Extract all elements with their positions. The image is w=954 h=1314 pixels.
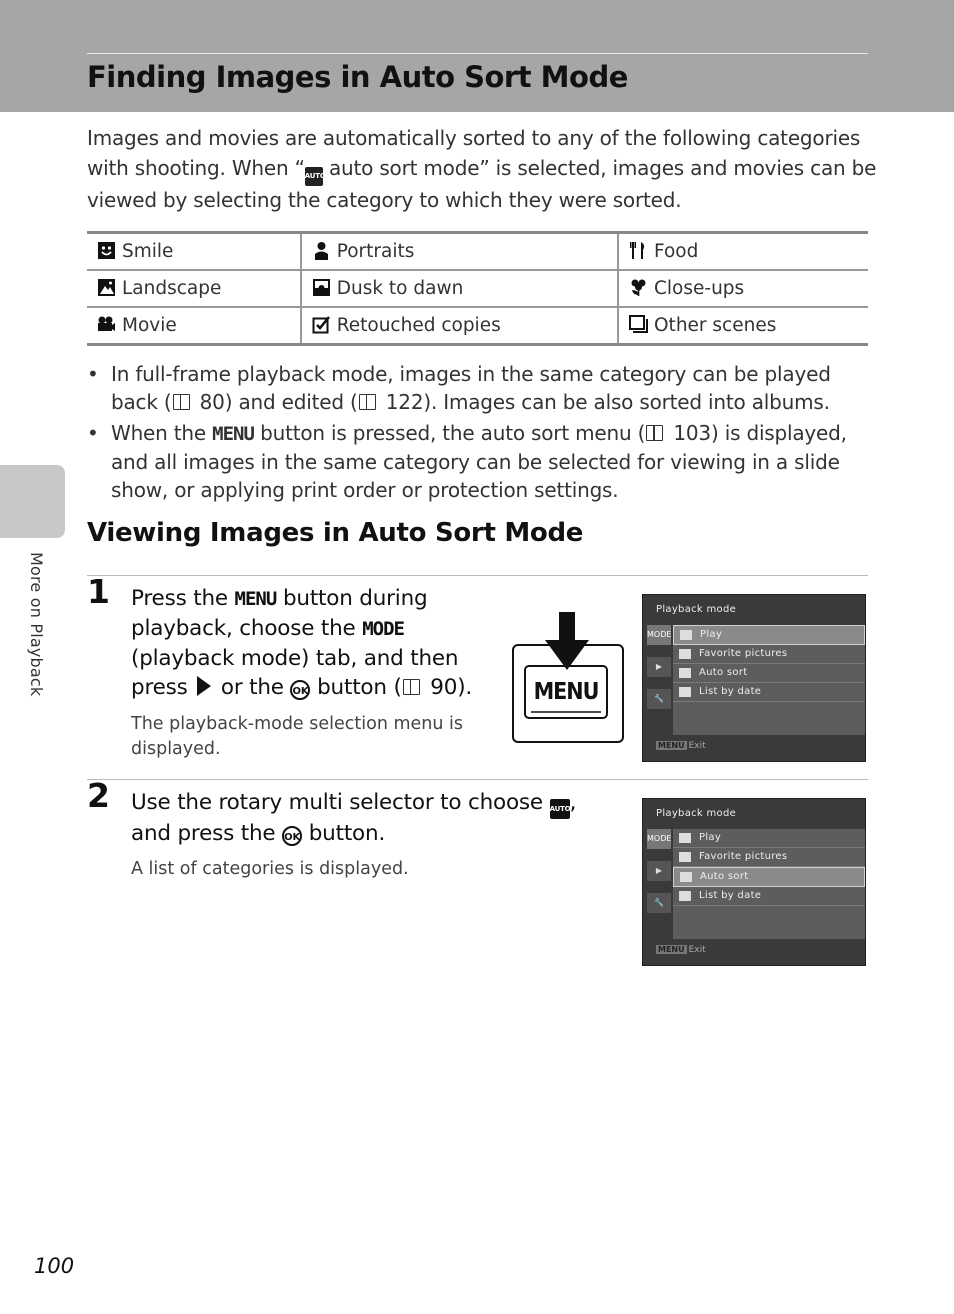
- menu-item: [673, 867, 865, 887]
- mode-tab: MODE: [647, 625, 671, 645]
- bullet-text: In full-frame playback mode, images in the same category can be played back (: [111, 362, 831, 414]
- screen-footer: [656, 945, 706, 955]
- step-text-part: (playback mode) tab, and then press: [131, 646, 459, 700]
- play-icon: [679, 833, 691, 843]
- mode-tab-icon: MODE: [362, 618, 404, 640]
- setup-tab: 🔧: [647, 893, 671, 913]
- category-label: Dusk to dawn: [336, 278, 464, 299]
- screen-title: Playback mode: [656, 808, 737, 819]
- intro-paragraph: [87, 124, 877, 215]
- menu-key-icon: MENU: [658, 741, 685, 750]
- step-2-note: A list of categories is displayed.: [131, 859, 409, 879]
- step-text-part: or the: [214, 675, 291, 700]
- step-text-part: button (: [310, 675, 402, 700]
- menu-button-icon: MENU: [234, 588, 277, 610]
- screen-menu-list: [673, 829, 865, 939]
- bullet-text: 122). Images can be also sorted into albums.: [379, 390, 830, 414]
- bullet-text: 103) is displayed, and all images in the same category can be selected for viewing in a slide show, or applying print order or protection settings.: [111, 421, 847, 502]
- screen-title: Playback mode: [656, 604, 737, 615]
- auto-sort-icon: AUTO: [305, 167, 323, 186]
- menu-item: [673, 683, 865, 702]
- step-number: 2: [87, 776, 110, 815]
- step-text-part: button during playback, choose the: [131, 586, 428, 641]
- step-1-text: [131, 584, 501, 702]
- category-label: Smile: [122, 241, 174, 262]
- step-text-part: , and press the: [131, 790, 577, 846]
- screen-side-tabs: [647, 625, 671, 735]
- screen-footer: [656, 741, 706, 751]
- playback-tab: ▶: [647, 861, 671, 881]
- step-text-part: Press the: [131, 586, 235, 611]
- category-cell: [618, 307, 868, 345]
- category-cell: [618, 270, 868, 307]
- movie-icon: [97, 315, 116, 334]
- table-row: [87, 270, 868, 307]
- header-band: [0, 0, 954, 112]
- section-heading: Viewing Images in Auto Sort Mode: [87, 518, 584, 548]
- auto-sort-icon: [680, 872, 692, 882]
- bullet-dot: •: [87, 421, 99, 445]
- camera-screen-2: [642, 798, 866, 966]
- bullet-dot: •: [87, 362, 99, 386]
- menu-item-label: List by date: [699, 890, 762, 901]
- camera-screen-1: [642, 594, 866, 762]
- category-cell: [618, 233, 868, 271]
- auto-sort-icon: AUTO: [550, 799, 570, 819]
- menu-item: [673, 625, 865, 645]
- intro-text-1: Images and movies are automatically sorted to any of the following categories with shooting. When “: [87, 126, 861, 180]
- list-by-date-icon: [679, 891, 691, 901]
- menu-item-label: Auto sort: [699, 667, 748, 678]
- menu-item-label: Favorite pictures: [699, 851, 788, 862]
- landscape-icon: [97, 278, 116, 297]
- category-cell: [87, 270, 301, 307]
- bullet-text: button is pressed, the auto sort menu (: [253, 421, 646, 445]
- menu-item: [673, 887, 865, 906]
- bullet-text: 80) and edited (: [193, 390, 358, 414]
- category-cell: [301, 270, 618, 307]
- screen-menu-list: [673, 625, 865, 735]
- menu-item: [673, 848, 865, 867]
- category-label: Food: [654, 241, 699, 262]
- retouch-icon: [312, 315, 331, 334]
- menu-item: [673, 829, 865, 848]
- step-1-note: The playback-mode selection menu is displayed.: [131, 714, 464, 759]
- header-rule: [87, 53, 868, 54]
- chapter-tab-label: More on Playback: [27, 552, 46, 697]
- other-scenes-icon: [629, 315, 648, 334]
- category-cell: [301, 233, 618, 271]
- screen-side-tabs: [647, 829, 671, 939]
- category-cell: [87, 307, 301, 345]
- food-icon: [629, 241, 648, 260]
- menu-item-label: Auto sort: [700, 871, 749, 882]
- book-icon: [646, 425, 663, 441]
- book-icon: [403, 679, 420, 695]
- bullet-list: [87, 360, 877, 507]
- divider: [87, 779, 868, 780]
- step-text-part: Use the rotary multi selector to choose: [131, 790, 550, 815]
- category-label: Retouched copies: [336, 315, 501, 336]
- ok-button-icon: OK: [290, 680, 310, 700]
- step-text-part: button.: [302, 821, 386, 846]
- menu-item: [673, 645, 865, 664]
- smile-icon: [97, 241, 116, 260]
- category-label: Portraits: [336, 241, 415, 262]
- menu-item: [673, 664, 865, 683]
- intro-text-2: auto sort mode” is selected, images and movies can be viewed by selecting the category to which they were sorted.: [87, 155, 877, 212]
- playback-tab: ▶: [647, 657, 671, 677]
- bullet-text: When the: [111, 421, 213, 445]
- menu-key-icon: MENU: [658, 945, 685, 954]
- menu-item-label: List by date: [699, 686, 762, 697]
- exit-label: Exit: [688, 741, 706, 751]
- bullet-item: [87, 419, 877, 504]
- category-label: Landscape: [122, 278, 222, 299]
- favorite-icon: [679, 852, 691, 862]
- book-icon: [359, 394, 376, 410]
- ok-button-icon: OK: [282, 826, 302, 846]
- menu-item-label: Favorite pictures: [699, 648, 788, 659]
- category-cell: [87, 233, 301, 271]
- step-2-text: [131, 788, 621, 848]
- table-row: [87, 233, 868, 271]
- favorite-icon: [679, 649, 691, 659]
- category-cell: [301, 307, 618, 345]
- category-label: Close-ups: [654, 278, 745, 299]
- bullet-item: [87, 360, 877, 416]
- play-icon: [680, 630, 692, 640]
- closeup-icon: [629, 278, 648, 297]
- page-title: Finding Images in Auto Sort Mode: [87, 60, 628, 94]
- page-number: 100: [34, 1254, 75, 1278]
- dusk-icon: [312, 278, 331, 297]
- menu-button-icon: MENU: [212, 423, 254, 445]
- category-label: Other scenes: [654, 315, 777, 336]
- exit-label: Exit: [688, 945, 706, 955]
- menu-key-label: MENU: [533, 679, 599, 705]
- list-by-date-icon: [679, 687, 691, 697]
- portrait-icon: [312, 241, 331, 260]
- divider: [87, 575, 868, 576]
- setup-tab: 🔧: [647, 689, 671, 709]
- menu-key-illustration: [509, 612, 627, 746]
- mode-tab: MODE: [647, 829, 671, 849]
- menu-item-label: Play: [700, 629, 723, 640]
- step-text-part: 90).: [423, 675, 473, 700]
- right-arrow-icon: [197, 676, 211, 696]
- table-row: [87, 307, 868, 345]
- category-table: [87, 231, 868, 346]
- menu-item-label: Play: [699, 832, 722, 843]
- book-icon: [173, 394, 190, 410]
- chapter-tab: [0, 465, 65, 538]
- auto-sort-icon: [679, 668, 691, 678]
- step-number: 1: [87, 572, 110, 611]
- category-label: Movie: [122, 315, 177, 336]
